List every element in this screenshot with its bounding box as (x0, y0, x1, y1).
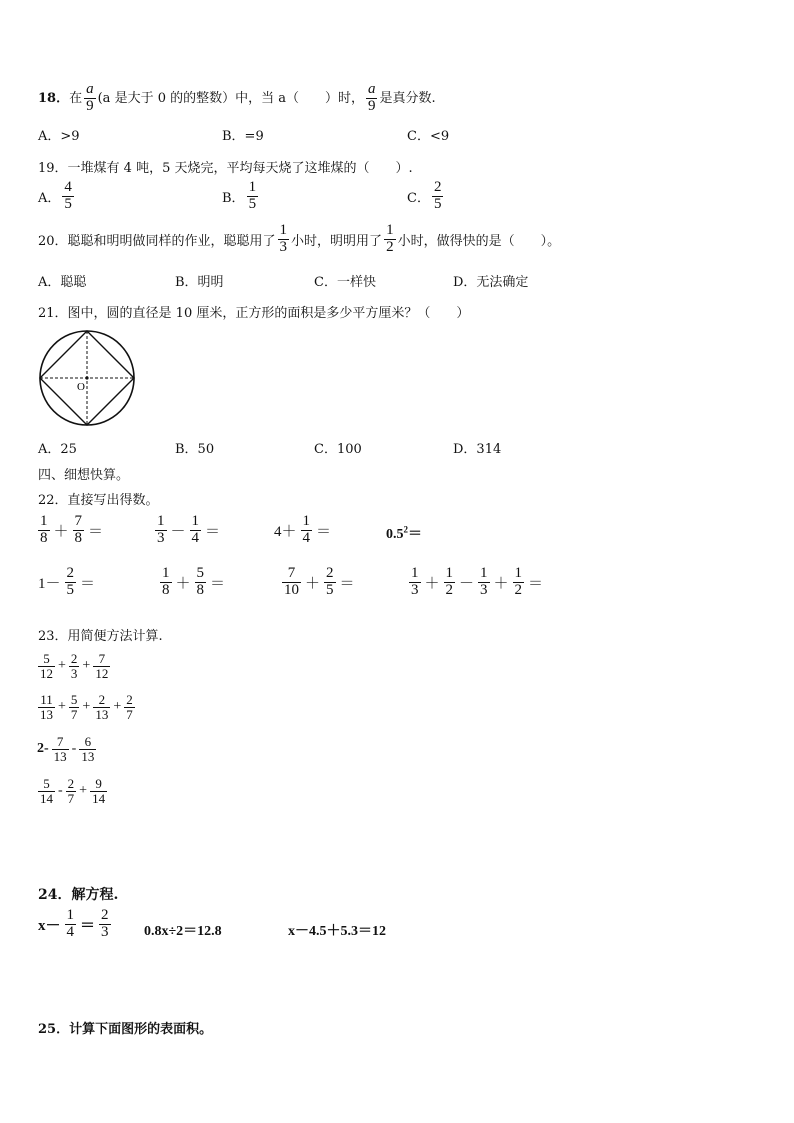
expression: $\frac{1}{3}$ ＋ $\frac{1}{2}$ － $\frac{1}{3}$ ＋ $\frac{1}{2}$ ＝ (411, 565, 544, 598)
expression: 1－ $\frac{2}{5}$ ＝ (38, 565, 96, 598)
equation: 0.8x÷2＝12.8 (144, 924, 222, 939)
question-18: 18．在 $\frac{a}{9}$ (a 是大于 0 的的整数）中，当 a（ ）时， $\frac{a}{9}$ 是真分数. (38, 81, 436, 114)
expression: 4＋ $\frac{1}{4}$ ＝ (274, 513, 332, 546)
question-25: 25．计算下面图形的表面积。 (38, 1022, 213, 1037)
option-c[interactable]: C． $\frac{2}{5}$ (407, 179, 442, 212)
question-23: 23．用简便方法计算. (38, 629, 163, 644)
fraction-a-over-9: $\frac{a}{9}$ (367, 81, 376, 114)
option-a[interactable]: A．>9 (38, 129, 80, 144)
option-b[interactable]: B． $\frac{1}{5}$ (222, 179, 257, 212)
option-d[interactable]: D．无法确定 (453, 275, 529, 290)
section-heading: 四、细想快算。 (38, 468, 130, 483)
question-21: 21．图中，圆的直径是 10 厘米，正方形的面积是多少平方厘米？（ ） (38, 306, 470, 321)
option-a[interactable]: A．聪聪 (38, 275, 87, 290)
question-number: 18． (38, 90, 70, 106)
option-c[interactable]: C．<9 (407, 129, 450, 144)
circle-square-diagram (38, 330, 138, 426)
expression: $\frac{1}{8}$ ＋ $\frac{5}{8}$ ＝ (162, 565, 226, 598)
question-22: 22．直接写出得数。 (38, 493, 159, 508)
expression: $\frac{11}{13}$ + $\frac{5}{7}$ + $\frac{2}{13}$ + $\frac{2}{7}$ (40, 692, 133, 722)
expression: $\frac{1}{8}$ ＋ $\frac{7}{8}$ ＝ (40, 513, 104, 546)
expression: 2- $\frac{7}{13}$ - $\frac{6}{13}$ (37, 734, 95, 764)
expression: $\frac{1}{3}$ － $\frac{1}{4}$ ＝ (157, 513, 221, 546)
center-point (85, 376, 88, 379)
option-b[interactable]: B．=9 (222, 129, 264, 144)
option-d[interactable]: D．314 (453, 442, 502, 457)
question-19: 19．一堆煤有 4 吨，5 天烧完，平均每天烧了这堆煤的（ ）. (38, 161, 413, 176)
question-20: 20．聪聪和明明做同样的作业，聪聪用了 $\frac{1}{3}$ 小时，明明用了 $\frac{1}{2}$ 小时，做得快的是（ ）。 (38, 222, 561, 255)
option-b[interactable]: B．明明 (175, 275, 224, 290)
option-c[interactable]: C．一样快 (314, 275, 376, 290)
option-b[interactable]: B．50 (175, 442, 215, 457)
question-24: 24．解方程. (38, 887, 119, 903)
expression: $0.5^2=$ (386, 524, 422, 542)
center-label: O (77, 381, 85, 393)
equation: x－4.5＋5.3＝12 (288, 924, 386, 939)
equation: x－ $\frac{1}{4}$ ＝ $\frac{2}{3}$ (38, 907, 109, 940)
expression: $\frac{5}{14}$ - $\frac{2}{7}$ + $\frac{9}{14}$ (40, 776, 106, 806)
expression: $\frac{5}{12}$ + $\frac{2}{3}$ + $\frac{7}{12}$ (40, 651, 109, 681)
option-a[interactable]: A． $\frac{4}{5}$ (38, 179, 72, 212)
option-c[interactable]: C．100 (314, 442, 362, 457)
fraction-a-over-9: $\frac{a}{9}$ (86, 81, 94, 114)
option-a[interactable]: A．25 (38, 442, 77, 457)
expression: $\frac{7}{10}$ ＋ $\frac{2}{5}$ ＝ (284, 565, 355, 598)
